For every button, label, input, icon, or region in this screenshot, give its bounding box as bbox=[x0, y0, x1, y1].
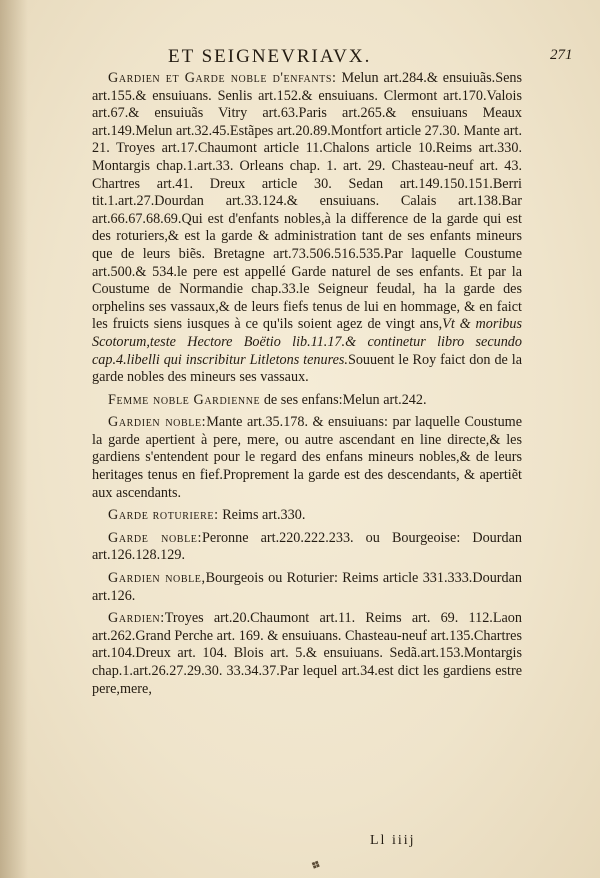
page-number: 271 bbox=[550, 47, 573, 63]
ink-mark: ❖ bbox=[307, 856, 324, 874]
entry-text: Peronne art.220.222.233. ou Bourgeoise: Dourdan art.126.128.129. bbox=[92, 529, 522, 564]
page-header bbox=[0, 46, 600, 68]
entry-term: Garde roturiere: bbox=[108, 507, 219, 524]
gutter-shadow bbox=[0, 0, 28, 878]
entry-term: Gardien: bbox=[108, 610, 165, 627]
entry-term: Gardien noble, bbox=[108, 570, 206, 587]
entry-gardien-noble-bourgeois bbox=[92, 570, 522, 605]
entry-text: de ses enfans:Melun art.242. bbox=[260, 391, 427, 408]
entry-gardien bbox=[92, 610, 522, 698]
entry-term: Gardien et Garde noble d'enfants: bbox=[108, 70, 337, 86]
entry-femme-noble-gardienne bbox=[92, 392, 522, 410]
entry-gardien-noble bbox=[92, 414, 522, 502]
entry-gardien-garde-noble bbox=[92, 70, 522, 387]
entry-text: Melun art.284.& ensuiuãs.Sens art.155.& ensuiuans. Senlis art.152.& ensuiuans. Clermont art.170.Valois art.67.& ensuiuãs Vitry art.63.Paris art.265.& ensuiuans Meaux art.149.Melun art.32.45.Estãpes art.20.89.Montfort article 27.30. Mante art. 21. Troyes art.17.Chaumont article 11.Chalons article 10.Reims art.330. Montargis chap.1.art.33. Orleans chap. 1. art. 29. Chasteau-neuf art. 43. Chartres art.41. Dreux article 30. Sedan art.149.150.151.Berri tit.1.art.27.Dourdan art.33.124.& ensuiuans. Calais art.138.Bar art.66.67.68.69.Qui est d'enfants nobles,à la difference de la garde qui est des roturiers,& est la garde & administration tant de ses enfants mineurs que de leurs biẽs. Bretagne art.73.506.516.535.Par laquelle Coustume art.500.& 534.le pere est appellé Garde naturel de ses enfants. Et par la Coustume de Normandie chap.33.le Seigneur feudal, ha la garde des orphelins ses vassaux,& de leurs fiefs tenus de lui en hommage, & en faict les fruicts siens iusques à ce qu'ils soient agez de vingt ans, bbox=[92, 70, 522, 333]
entry-text: Mante art.35.178. & ensuiuans: par laquelle Coustume la garde apertient à pere, mere, ou autre ascendant en line directe,& les gardiens s'entendent pour le regard des enfans mineurs nobles,& de leurs heritages tenus en fief.Proprement la garde est des descendants, & apertiẽt aux ascendants. bbox=[92, 414, 522, 501]
signature-mark: Ll iiij bbox=[370, 833, 416, 848]
entry-text: Bourgeois ou Roturier: Reims article 331.333.Dourdan art.126. bbox=[92, 570, 522, 604]
body-text bbox=[92, 70, 522, 703]
entry-text: Reims art.330. bbox=[218, 507, 306, 524]
entry-term: Femme noble Gardienne bbox=[108, 391, 261, 408]
running-head: ET SEIGNEVRIAVX. bbox=[168, 46, 372, 67]
entry-latin-citation: Vt & moribus Scotorum,teste Hectore Boëtio lib.11.17.& continetur libro secundo cap.4.libelli qui inscribitur Litletons tenures. bbox=[92, 316, 522, 368]
entry-term: Gardien noble: bbox=[108, 414, 207, 431]
entry-tail: Souuent le Roy faict don de la garde nobles des mineurs ses vassaux. bbox=[92, 351, 522, 386]
entry-garde-roturiere bbox=[92, 507, 522, 525]
entry-garde-noble bbox=[92, 530, 522, 565]
entry-term: Garde noble: bbox=[108, 529, 203, 546]
entry-text: Troyes art.20.Chaumont art.11. Reims art. 69. 112.Laon art.262.Grand Perche art. 169. & ensuiuans. Chasteau-neuf art.135.Chartres art.104.Dreux art. 104. Blois art. 5.& ensuiuans. Sedã.art.153.Montargis chap.1.art.26.27.29.30. 33.34.37.Par lequel art.34.est dict les gardiens estre pere,mere, bbox=[92, 610, 522, 697]
